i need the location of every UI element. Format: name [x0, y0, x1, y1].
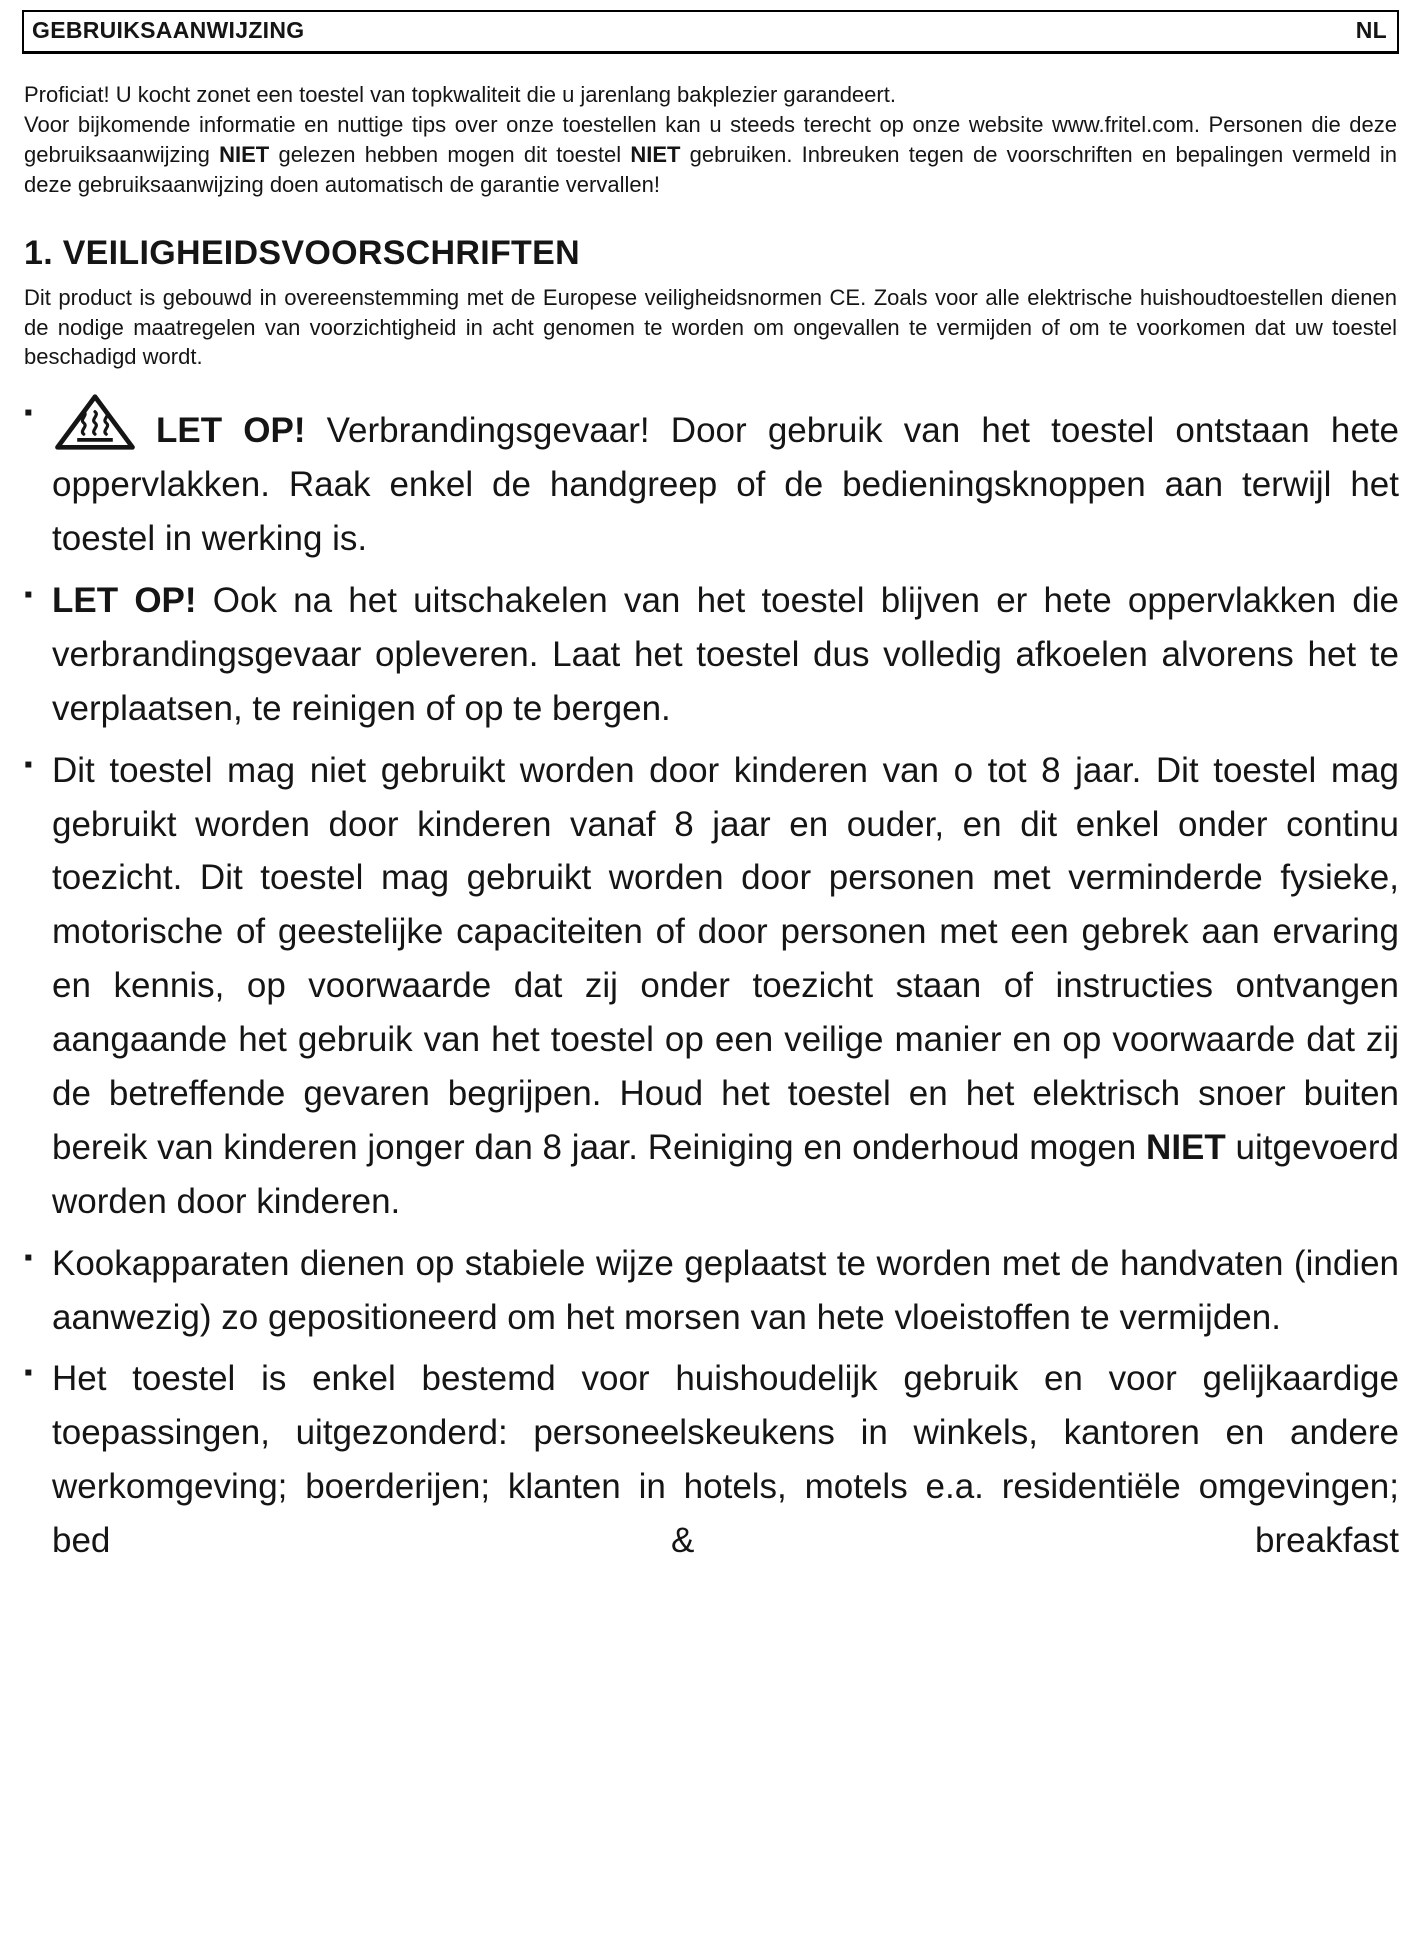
page-header	[22, 10, 1399, 54]
square-bullet-icon: ▪	[24, 1243, 33, 1271]
intro-line-1: Proficiat! U kocht zonet een toestel van topkwaliteit die u jarenlang bakplezier garandeert.	[24, 82, 896, 107]
bullet-text: LET OP! Ook na het uitschakelen van het toestel blijven er hete oppervlakken die verbrandingsgevaar opleveren. Laat het toestel dus volledig afkoelen alvorens het te verplaatsen, te reinigen of op te bergen.	[52, 581, 1399, 728]
bullet-household-use-only	[22, 1352, 1399, 1568]
hot-surface-warning-icon	[52, 392, 138, 452]
bullet-text	[52, 392, 1399, 566]
bullet-text: Het toestel is enkel bestemd voor huishoudelijk gebruik en voor gelijkaardige toepassingen, uitgezonderd: personeelskeukens in winkels, kantoren en andere werkomgeving; boerderijen; klanten in hotels, motels e.a. residentiële omgevingen; bed & breakfast	[52, 1359, 1399, 1561]
bullet-stable-placement	[22, 1237, 1399, 1345]
bullet-hot-after-switch-off	[22, 574, 1399, 736]
square-bullet-icon: ▪	[24, 581, 33, 609]
square-bullet-icon: ▪	[24, 399, 33, 427]
square-bullet-icon: ▪	[24, 1359, 33, 1387]
section-title: 1. VEILIGHEIDSVOORSCHRIFTEN	[24, 233, 580, 272]
section-intro-paragraph: Dit product is gebouwd in overeenstemming met de Europese veiligheidsnormen CE. Zoals voor alle elektrische huishoudtoestellen dienen de nodige maatregelen van voorzichtigheid in acht genomen te worden om ongevallen te vermijden of om te voorkomen dat uw toestel beschadigd wordt.	[24, 284, 1397, 370]
header-language-code: NL	[1355, 17, 1387, 43]
safety-bullet-list	[22, 392, 1399, 1568]
intro-paragraph: Voor bijkomende informatie en nuttige tips over onze toestellen kan u steeds terecht op onze website www.fritel.com. Personen die deze gebruiksaanwijzing NIET gelezen hebben mogen dit toestel NIET gebruiken. Inbreuken tegen de voorschriften en bepalingen vermeld in deze gebruiksaanwijzing doen automatisch de garantie vervallen!	[24, 111, 1397, 197]
bullet-hot-surfaces-warning	[22, 392, 1399, 566]
bullet-text: Kookapparaten dienen op stabiele wijze geplaatst te worden met de handvaten (indien aanwezig) zo gepositioneerd om het morsen van hete vloeistoffen te vermijden.	[52, 1243, 1399, 1337]
intro-block	[24, 80, 1397, 200]
bullet-text: Dit toestel mag niet gebruikt worden door kinderen van o tot 8 jaar. Dit toestel mag gebruikt worden door kinderen vanaf 8 jaar en ouder, en dit enkel onder continu toezicht. Dit toestel mag gebruikt worden door personen met verminderde fysieke, motorische of geestelijke capaciteiten of door personen met een gebrek aan ervaring en kennis, op voorwaarde dat zij onder toezicht staan of instructies ontvangen aangaande het gebruik van het toestel op een veilige manier en op voorwaarde dat zij de betreffende gevaren begrijpen. Houd het toestel en het elektrisch snoer buiten bereik van kinderen jonger dan 8 jaar. Reiniging en onderhoud mogen NIET uitgevoerd worden door kinderen.	[52, 750, 1399, 1221]
bullet-text-segments: LET OP! Verbrandingsgevaar! Door gebruik van het toestel ontstaan hete oppervlakken. Raak enkel de handgreep of de bedieningsknoppen aan terwijl het toestel in werking is.	[52, 411, 1399, 559]
header-title: GEBRUIKSAANWIJZING	[32, 17, 305, 43]
square-bullet-icon: ▪	[24, 750, 33, 778]
bullet-children-supervision	[22, 744, 1399, 1229]
